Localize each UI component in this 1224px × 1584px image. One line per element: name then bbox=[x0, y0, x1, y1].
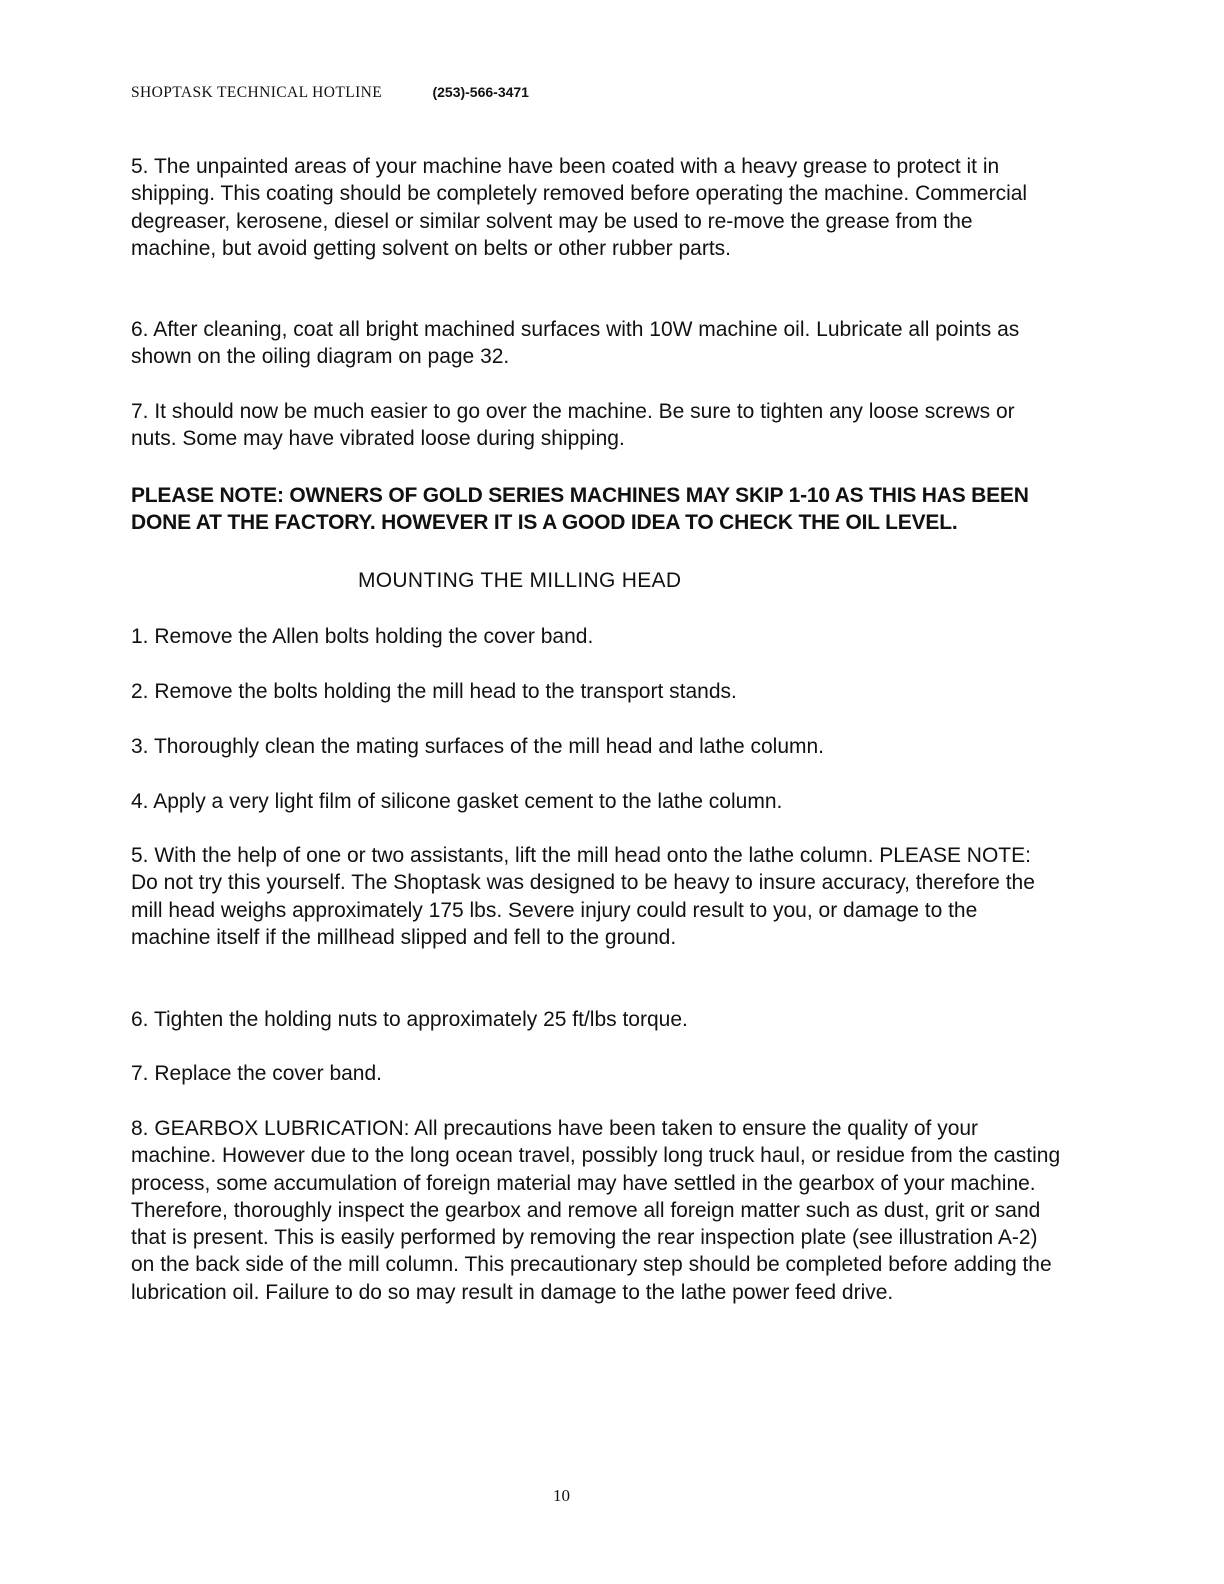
section-title: MOUNTING THE MILLING HEAD bbox=[358, 569, 682, 592]
prep-step-6: 6. After cleaning, coat all bright machined surfaces with 10W machine oil. Lubricate all points as shown on the oiling diagram on page 32. bbox=[131, 318, 1020, 369]
prep-step-5: 5. The unpainted areas of your machine have been coated with a heavy grease to protect it in shipping. This coating should be completely removed before operating the machine. Commercial degreaser, kerosene, diesel or similar solvent may be used to re-move the grease from the machine, but avoid getting solvent on belts or other rubber parts. bbox=[131, 155, 1028, 260]
page-header bbox=[131, 84, 529, 102]
mounting-step-3: 3. Thoroughly clean the mating surfaces of the mill head and lathe column. bbox=[131, 735, 825, 758]
mounting-step-1: 1. Remove the Allen bolts holding the cover band. bbox=[131, 625, 594, 648]
hotline-label: SHOPTASK TECHNICAL HOTLINE bbox=[131, 84, 383, 101]
mounting-step-8-gearbox: 8. GEARBOX LUBRICATION: All precautions have been taken to ensure the quality of your machine. However due to the long ocean travel, possibly long truck haul, or residue from the casting process, some accumulation of foreign material may have settled in the gearbox of your machine. Therefore, thoroughly inspect the gearbox and remove all foreign matter such as dust, grit or sand that is present. This is easily performed by removing the rear inspection plate (see illustration A-2) on the back side of the mill column. This precautionary step should be completed before adding the lubrication oil. Failure to do so may result in damage to the lathe power feed drive. bbox=[131, 1117, 1061, 1304]
gold-series-note: PLEASE NOTE: OWNERS OF GOLD SERIES MACHINES MAY SKIP 1-10 AS THIS HAS BEEN DONE AT THE FACTORY. HOWEVER IT IS A GOOD IDEA TO CHECK THE OIL LEVEL. bbox=[131, 484, 1029, 535]
mounting-step-5: 5. With the help of one or two assistants, lift the mill head onto the lathe column. PLEASE NOTE: Do not try this yourself. The Shoptask was designed to be heavy to insure accuracy, therefore the mill head weighs approximately 175 lbs. Severe injury could result to you, or damage to the machine itself if the millhead slipped and fell to the ground. bbox=[131, 844, 1035, 949]
mounting-step-2: 2. Remove the bolts holding the mill head to the transport stands. bbox=[131, 680, 737, 703]
mounting-step-6: 6. Tighten the holding nuts to approximately 25 ft/lbs torque. bbox=[131, 1008, 688, 1031]
prep-step-7: 7. It should now be much easier to go over the machine. Be sure to tighten any loose screws or nuts. Some may have vibrated loose during shipping. bbox=[131, 400, 1015, 451]
mounting-step-7: 7. Replace the cover band. bbox=[131, 1062, 382, 1085]
mounting-step-4: 4. Apply a very light film of silicone gasket cement to the lathe column. bbox=[131, 790, 783, 813]
page-number: 10 bbox=[553, 1486, 570, 1505]
hotline-phone: (253)-566-3471 bbox=[432, 84, 529, 100]
